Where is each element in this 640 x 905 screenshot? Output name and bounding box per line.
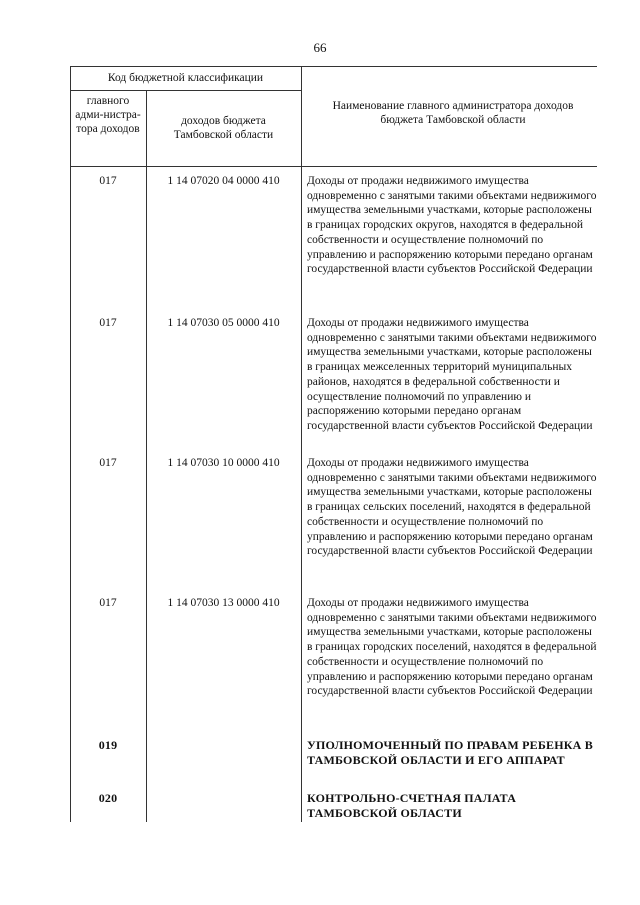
row-4-admin-code: 017 (99, 597, 117, 609)
row-2-admin-code: 017 (99, 317, 117, 329)
row-4-income-name: Доходы от продажи недвижимого имущества одновременно с занятыми такими объектами недвижимого имущества земельными участками, которые расположены в границах городских поселений, находятся в федеральной собственности и осуществление полномочий по управлению и распоряжению которыми передано органам государственной власти субъектов Российской Федерации (307, 597, 597, 698)
row-4-income-code: 1 14 07030 13 0000 410 (167, 597, 280, 609)
header-bottom-border (70, 166, 597, 167)
row-5-administrator-name: УПОЛНОМОЧЕННЫЙ ПО ПРАВАМ РЕБЕНКА В ТАМБОВСКОЙ ОБЛАСТИ И ЕГО АППАРАТ (307, 738, 593, 767)
row-2-income-code: 1 14 07030 05 0000 410 (167, 317, 280, 329)
row-3-admin-code: 017 (99, 457, 117, 469)
table-top-border (70, 66, 597, 67)
row-6-administrator-name: КОНТРОЛЬНО-СЧЕТНАЯ ПАЛАТА ТАМБОВСКОЙ ОБЛАСТИ (307, 791, 517, 820)
row-1-admin-code: 017 (99, 175, 117, 187)
budget-classification-table (70, 66, 597, 822)
header-group-label: Код бюджетной классификации (107, 72, 264, 84)
row-1-income-name: Доходы от продажи недвижимого имущества одновременно с занятыми такими объектами недвижимого имущества земельными участками, которые расположены в границах городских округов, находятся в федеральной собственности и осуществление полномочий по управлению и распоряжению которыми передано органам государственной власти субъектов Российской Федерации (307, 175, 597, 276)
row-2-income-name: Доходы от продажи недвижимого имущества одновременно с занятыми такими объектами недвижимого имущества земельными участками, которые расположены в границах межселенных территорий муниципальных районов, находятся в федеральной собственности и осуществление полномочий по управлению и распоряжению которыми передано органам государственной власти субъектов Российской Федерации (307, 317, 597, 432)
header-name-column: Наименование главного администратора доходов бюджета Тамбовской области (332, 100, 574, 126)
row-5-admin-code: 019 (98, 738, 118, 752)
header-admin-column: главного адми-нистра-тора доходов (75, 95, 141, 135)
row-3-income-code: 1 14 07030 10 0000 410 (167, 457, 280, 469)
column-divider-2 (301, 66, 302, 822)
row-6-admin-code: 020 (98, 791, 118, 805)
page-number: 66 (313, 40, 327, 55)
row-1-income-code: 1 14 07020 04 0000 410 (167, 175, 280, 187)
row-3-income-name: Доходы от продажи недвижимого имущества одновременно с занятыми такими объектами недвижимого имущества земельными участками, которые расположены в границах сельских поселений, находятся в федеральной собственности и осуществление полномочий по управлению и распоряжению которыми передано органам государственной власти субъектов Российской Федерации (307, 457, 597, 558)
group-header-divider (70, 90, 301, 91)
header-income-column: доходов бюджета Тамбовской области (173, 115, 274, 141)
